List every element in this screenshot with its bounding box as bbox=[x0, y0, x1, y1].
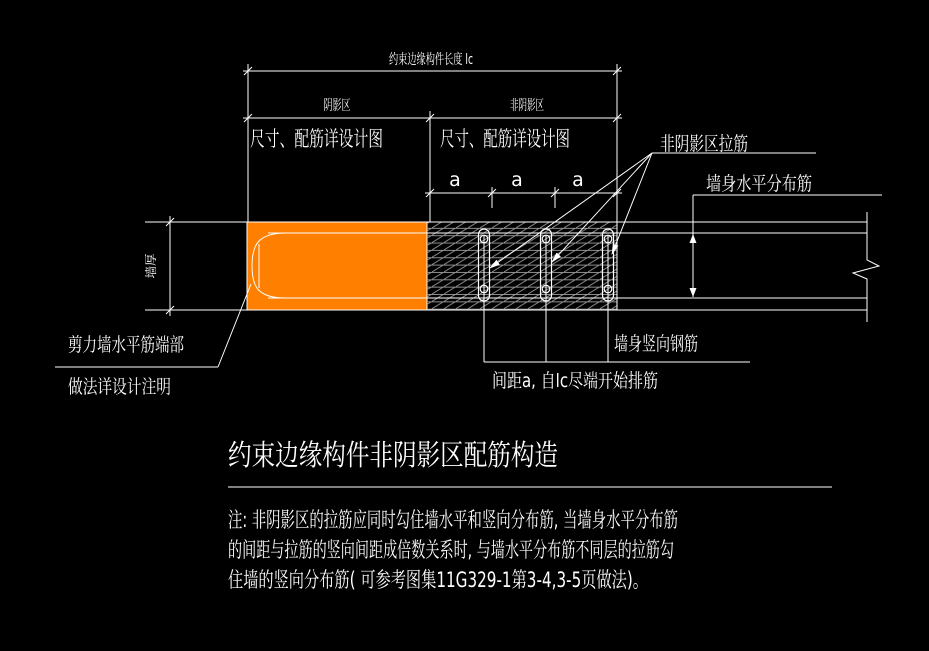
note-line-1: 注: 非阴影区的拉筋应同时勾住墙水平和竖向分布筋, 当墙身水平分布筋 bbox=[228, 508, 678, 532]
end-detail-label-line1: 剪力墙水平筋端部 bbox=[68, 334, 184, 356]
nonshadow-zone-hatch bbox=[427, 222, 617, 310]
wall-thickness-label: 墙厚 bbox=[143, 254, 158, 279]
note-line-2: 的间距与拉筋的竖向间距成倍数关系时, 与墙水平分布筋不同层的拉筋勾 bbox=[228, 538, 674, 562]
drawing-title: 约束边缘构件非阴影区配筋构造 bbox=[228, 438, 558, 472]
spacing-label-a2: a bbox=[511, 169, 523, 191]
nonshadow-zone-label: 非阴影区 bbox=[510, 98, 544, 114]
shadow-zone-label: 阴影区 bbox=[323, 98, 351, 114]
vertical-bar-label: 墙身竖向钢筋 bbox=[614, 333, 698, 355]
horizontal-bar-label: 墙身水平分布筋 bbox=[706, 173, 812, 195]
note-line-3: 住墙的竖向分布筋( 可参考图集11G329-1第3-4,3-5页做法)。 bbox=[228, 568, 648, 592]
spacing-label-a3: a bbox=[572, 169, 584, 191]
tie-label: 非阴影区拉筋 bbox=[660, 133, 748, 155]
shadow-zone-note: 尺寸、配筋详设计图 bbox=[250, 127, 383, 151]
spacing-label-a1: a bbox=[449, 169, 461, 191]
tie-spacing-note: 间距a, 自lc尽端开始排筋 bbox=[492, 370, 658, 392]
nonshadow-zone-note: 尺寸、配筋详设计图 bbox=[440, 127, 570, 151]
top-dimension-label: 约束边缘构件长度 lc bbox=[389, 52, 518, 68]
end-detail-label-line2: 做法详设计注明 bbox=[68, 376, 171, 398]
